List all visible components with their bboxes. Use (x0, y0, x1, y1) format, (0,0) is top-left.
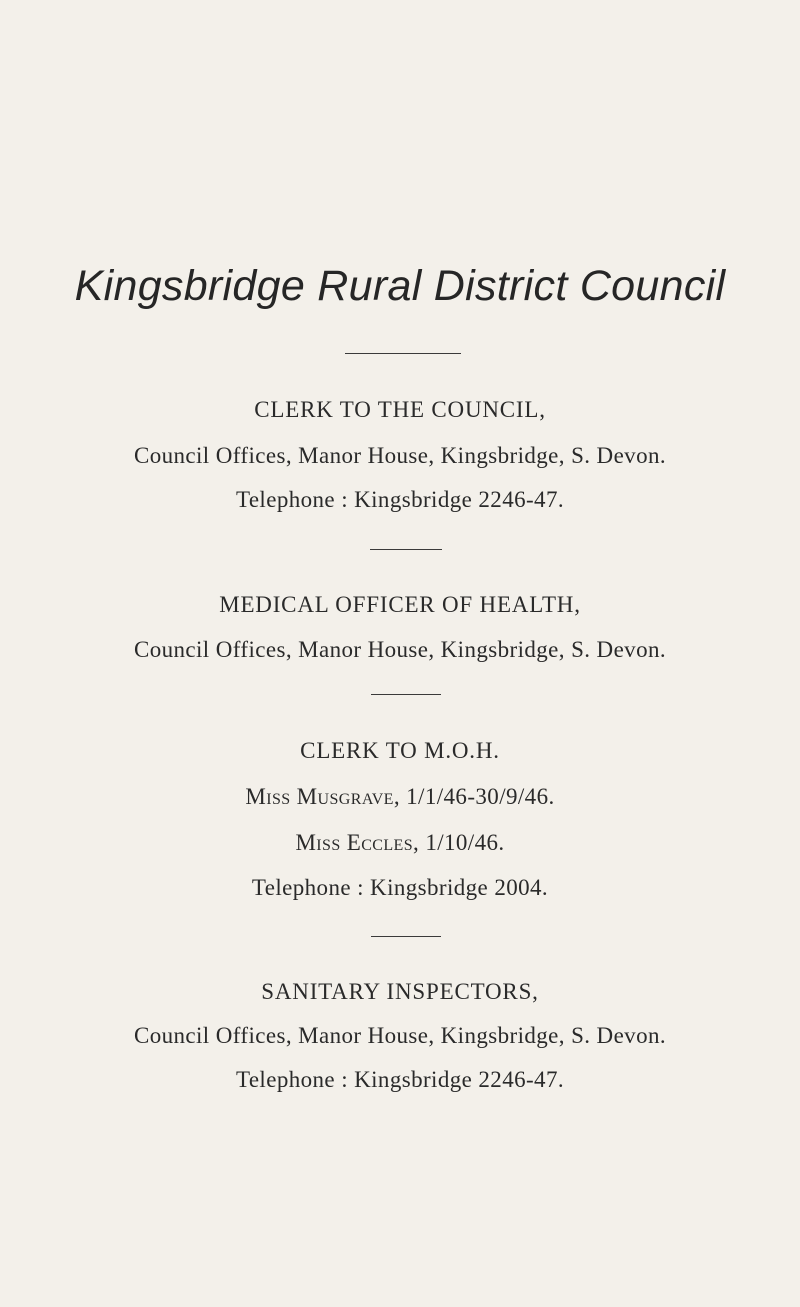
staff-row (0, 783, 800, 811)
divider-rule (370, 549, 442, 550)
clerk-moh-heading: CLERK TO M.O.H. (300, 738, 500, 763)
clerk-council-telephone: Telephone : Kingsbridge 2246-47. (235, 487, 565, 512)
staff-name: Miss Musgrave, (245, 784, 400, 809)
sanitary-heading: SANITARY INSPECTORS, (261, 979, 539, 1004)
staff-dates: 1/10/46. (425, 830, 505, 855)
sanitary-address: Council Offices, Manor House, Kingsbridge, S. Devon. (133, 1023, 667, 1048)
staff-row (0, 829, 800, 857)
clerk-council-heading: CLERK TO THE COUNCIL, (254, 397, 546, 422)
moh-heading: MEDICAL OFFICER OF HEALTH, (219, 592, 581, 617)
staff-name: Miss Eccles, (295, 830, 420, 855)
divider-rule (371, 936, 441, 937)
divider-rule (345, 353, 461, 354)
staff-dates: 1/1/46-30/9/46. (406, 784, 555, 809)
clerk-moh-telephone: Telephone : Kingsbridge 2004. (251, 875, 549, 900)
divider-rule (371, 694, 441, 695)
moh-address: Council Offices, Manor House, Kingsbridge, S. Devon. (133, 637, 667, 662)
clerk-council-address: Council Offices, Manor House, Kingsbridge, S. Devon. (133, 443, 667, 468)
council-title: Kingsbridge Rural District Council (74, 262, 726, 310)
sanitary-telephone: Telephone : Kingsbridge 2246-47. (235, 1067, 565, 1092)
